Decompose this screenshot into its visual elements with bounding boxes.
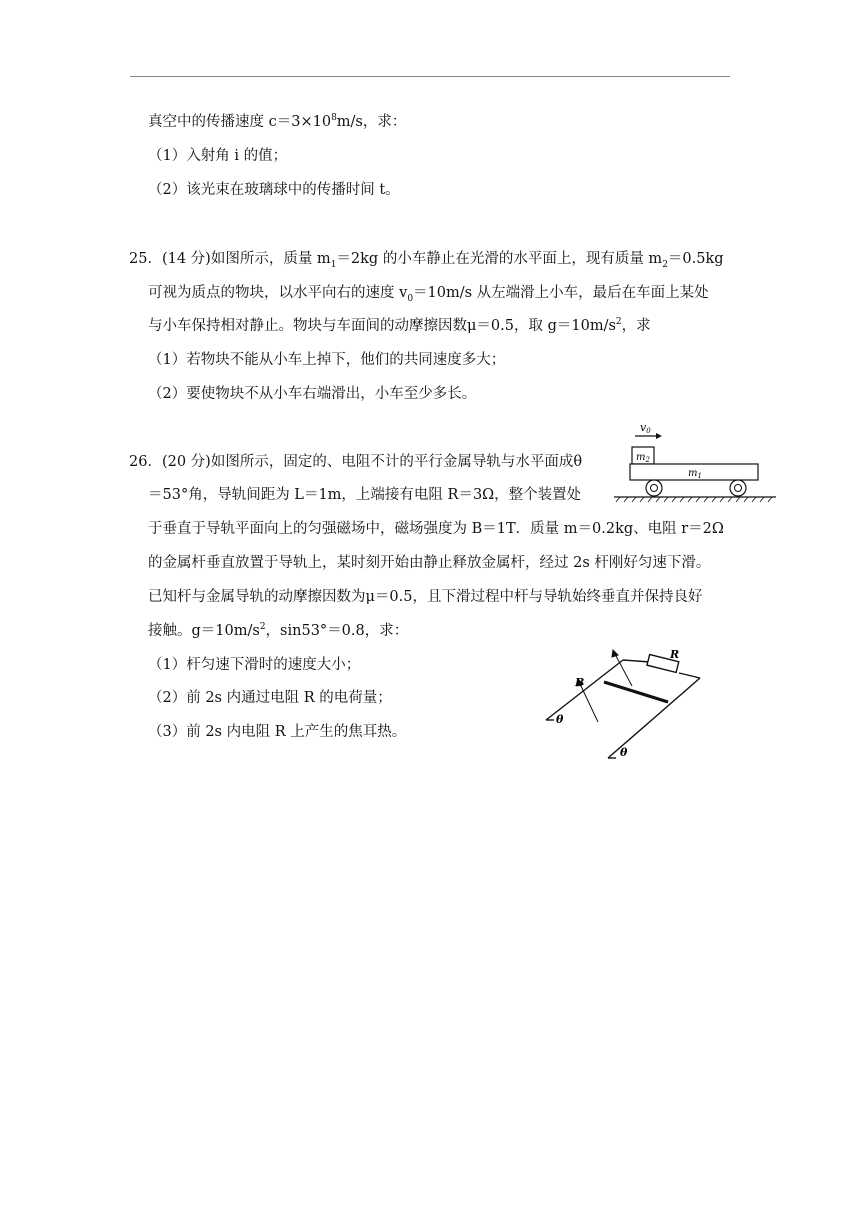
q25-item-1: （1）若物块不能从小车上掉下，他们的共同速度多大； [148, 352, 506, 368]
theta-label-1: θ [556, 713, 564, 726]
ground [614, 497, 776, 502]
q24-item-2: （2）该光束在玻璃球中的传播时间 t。 [148, 182, 400, 198]
q26-line-6: 接触。$g=10m/s^2$，sin53°＝0.8，求： [148, 622, 409, 639]
q26-item-3: （3）前 2s 内电阻 R 上产生的焦耳热。 [148, 724, 407, 740]
q24-item-1: （1）入射角 i 的值； [148, 148, 288, 164]
q26-line-4: 的金属杆垂直放置于导轨上，某时刻开始由静止释放金属杆，经过 2s 杆刚好匀速下滑。 [148, 555, 711, 571]
v0-label: v0 [640, 421, 651, 435]
q26-line-1: 26．(20 分)如图所示，固定的、电阻不计的平行金属导轨与水平面成θ [129, 454, 583, 470]
m1-label: $m_1$ [688, 468, 702, 480]
q25-item-2: （2）要使物块不从小车右端滑出，小车至少多长。 [148, 386, 477, 402]
q26-line-3: 于垂直于导轨平面向上的匀强磁场中，磁场强度为 B＝1T．质量 m＝0.2kg、电阻 r＝2Ω [148, 521, 724, 537]
top-wire-left [623, 660, 650, 662]
b-label: B [575, 676, 585, 689]
angle-mark-2 [608, 746, 628, 759]
theta-label-2: θ [620, 746, 628, 759]
q26-item-2: （2）前 2s 内通过电阻 R 的电荷量； [148, 690, 392, 706]
top-wire-right [679, 673, 700, 678]
q25-line-2: 可视为质点的物块，以水平向右的速度 $v_0=10m/s$ 从左端滑上小车，最后在车面上某处 [148, 285, 709, 304]
incline-rails-figure [540, 648, 715, 764]
wheel-right [730, 480, 746, 496]
b-field-arrows [577, 650, 632, 722]
q25-line-1: 25．(14 分)如图所示，质量 $m_1=2kg$ 的小车静止在光滑的水平面上，现有质量 $m_2=0.5kg$ [129, 251, 724, 270]
m2-label: $m_2$ [636, 452, 650, 464]
left-rail [546, 660, 623, 720]
header-rule [130, 76, 730, 77]
cart-figure [610, 418, 780, 502]
q26-line-2: ＝53°角，导轨间距为 L＝1m，上端接有电阻 R＝3Ω，整个装置处 [148, 487, 582, 503]
r-label: R [670, 648, 680, 661]
q24-line: 真空中的传播速度 $c=3\times 10^8m/s$，求： [148, 113, 407, 130]
q25-line-3: 与小车保持相对静止。物块与车面间的动摩擦因数μ＝0.5，取 $g=10m/s^2$，求 [148, 317, 651, 334]
angle-mark-1 [546, 713, 564, 726]
q26-item-1: （1）杆匀速下滑时的速度大小； [148, 657, 361, 673]
metal-rod [604, 682, 668, 702]
wheel-left [646, 480, 662, 496]
q26-line-5: 已知杆与金属导轨的动摩擦因数为μ＝0.5，且下滑过程中杆与导轨始终垂直并保持良好 [148, 589, 703, 605]
